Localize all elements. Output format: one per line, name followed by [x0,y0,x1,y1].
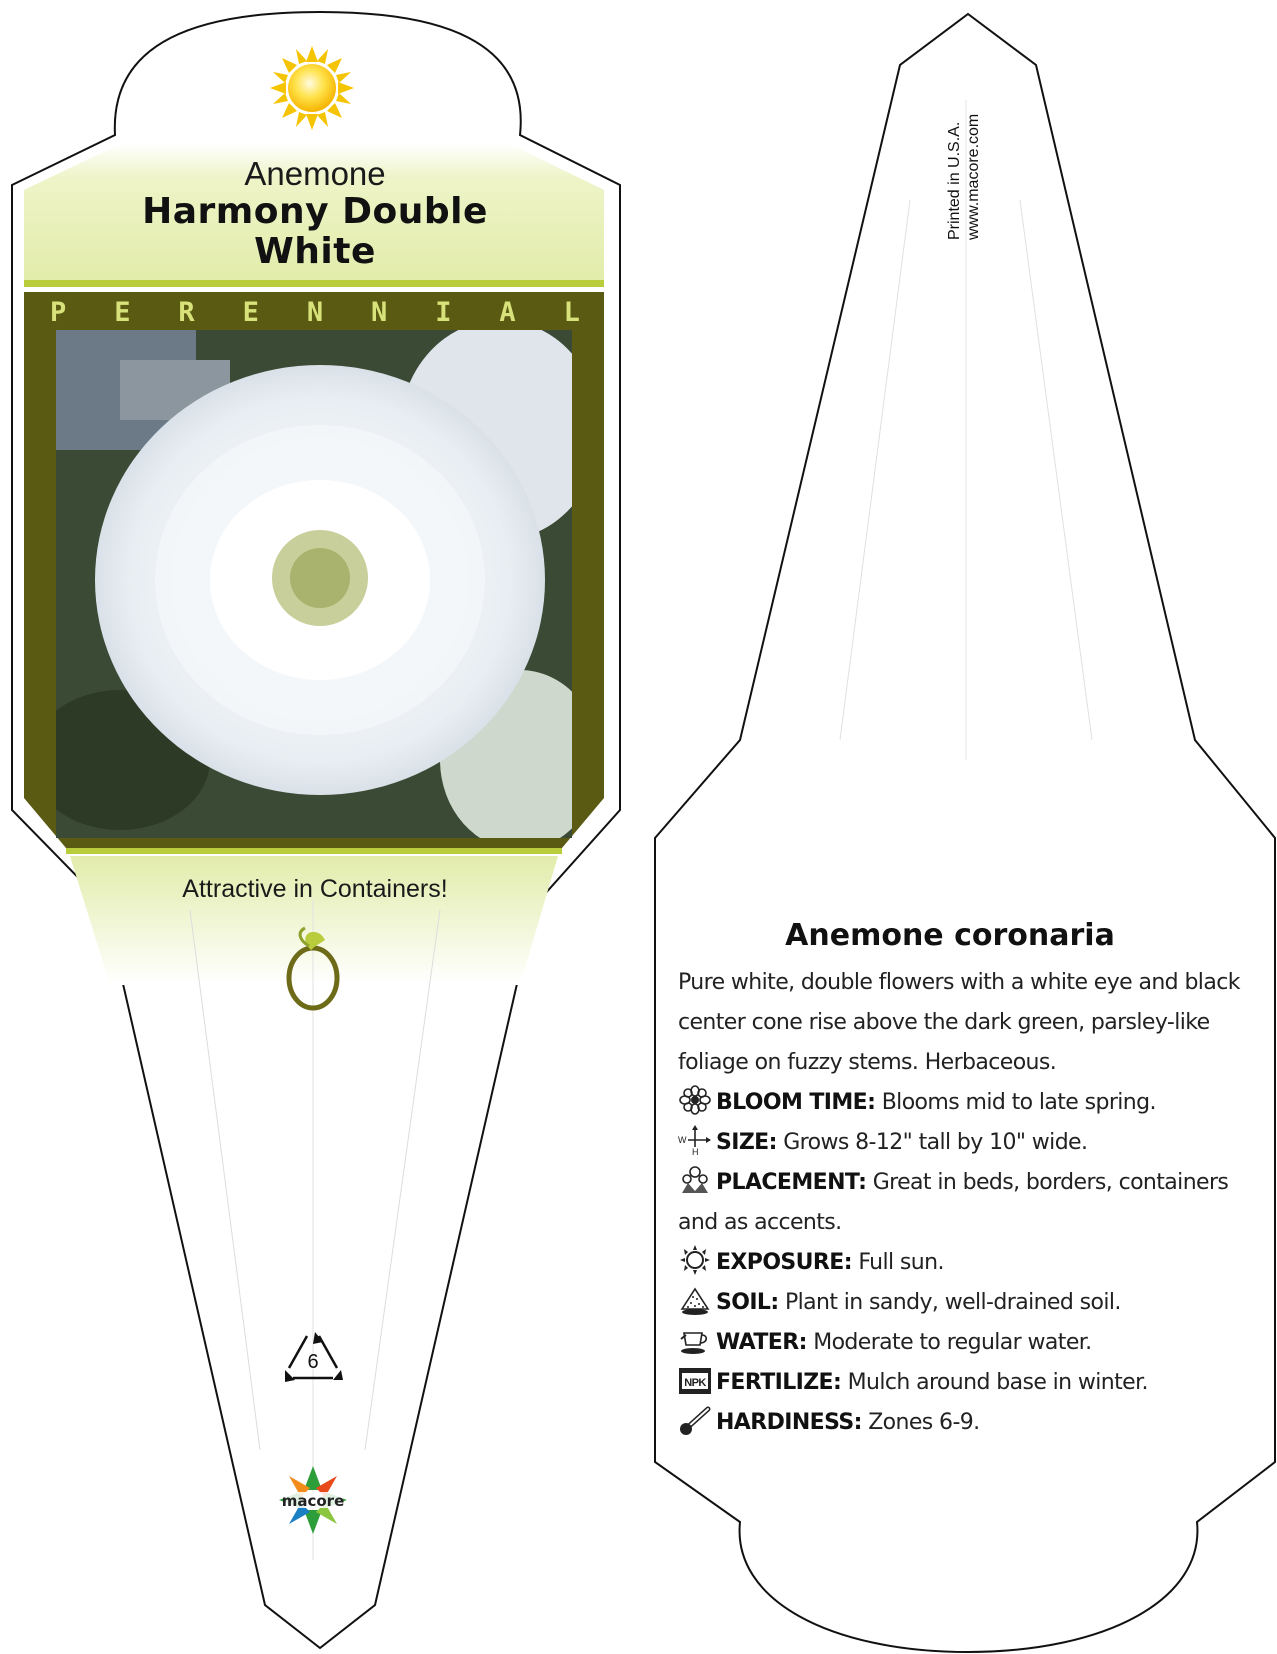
plant-genus: Anemone [244,155,386,192]
care-label: EXPOSURE: [716,1250,852,1275]
size-icon-w: W [678,1135,686,1145]
size-icon [678,1125,712,1155]
watering-can-icon [678,1325,712,1355]
care-text: Blooms mid to late spring. [881,1090,1156,1115]
care-label: WATER: [716,1330,807,1355]
care-label: BLOOM TIME: [716,1090,876,1115]
care-label: SIZE: [716,1130,777,1155]
category-letter: N [306,297,324,328]
category-letter: R [178,297,195,328]
category-letter: A [499,297,516,328]
care-row-hardiness [678,1403,1243,1443]
thermometer-icon [678,1405,712,1435]
care-text: Great in beds, borders, containers [872,1170,1229,1195]
care-label: HARDINESS: [716,1410,862,1435]
description-line: foliage on fuzzy stems. Herbaceous. [678,1050,1057,1075]
care-info [678,963,1243,1443]
category-letter: I [435,297,452,328]
website: www.macore.com [965,113,982,240]
care-continuation: and as accents. [678,1210,842,1235]
care-row-placement [678,1163,1243,1203]
care-row-bloom [678,1083,1243,1123]
tagline: Attractive in Containers! [182,875,448,903]
care-row-fertilize [678,1363,1243,1403]
brand-name: macore [281,1492,345,1510]
soil-icon [678,1285,712,1315]
cultivar-name [20,192,610,272]
care-text: Grows 8-12" tall by 10" wide. [783,1130,1088,1155]
care-label: PLACEMENT: [716,1170,867,1195]
size-icon-h: H [692,1147,698,1155]
care-row-water [678,1323,1243,1363]
npk-icon [678,1365,712,1395]
care-label: FERTILIZE: [716,1370,842,1395]
category-label [50,297,580,328]
description-line: center cone rise above the dark green, parsley-like [678,1010,1210,1035]
category-letter: E [242,297,259,328]
care-row-exposure [678,1243,1243,1283]
care-row-soil [678,1283,1243,1323]
category-letter: P [50,297,67,328]
category-letter: N [371,297,388,328]
category-letter: L [563,297,580,328]
care-text: Mulch around base in winter. [847,1370,1148,1395]
recycle-number: 6 [307,1351,319,1373]
care-text: Plant in sandy, well-drained soil. [784,1290,1121,1315]
npk-label: NPK [684,1377,706,1389]
macore-logo [279,1466,347,1534]
printed-country: Printed in U.S.A. [946,121,963,240]
placement-icon [678,1165,712,1195]
cultivar-line-2: White [254,231,376,272]
printed-info [945,60,982,240]
sun-icon [678,1245,712,1275]
care-text: Full sun. [858,1250,944,1275]
description-line: Pure white, double flowers with a white eye and black [678,970,1240,995]
flower-icon [678,1085,712,1115]
full-sun-icon [270,46,354,130]
care-label: SOIL: [716,1290,779,1315]
flower-photo [30,320,600,850]
cultivar-line-1: Harmony Double [142,191,488,232]
care-text: Moderate to regular water. [813,1330,1092,1355]
care-text: Zones 6-9. [868,1410,980,1435]
category-letter: E [114,297,131,328]
botanical-name: Anemone coronaria [785,918,1115,953]
care-row-size [678,1123,1243,1163]
